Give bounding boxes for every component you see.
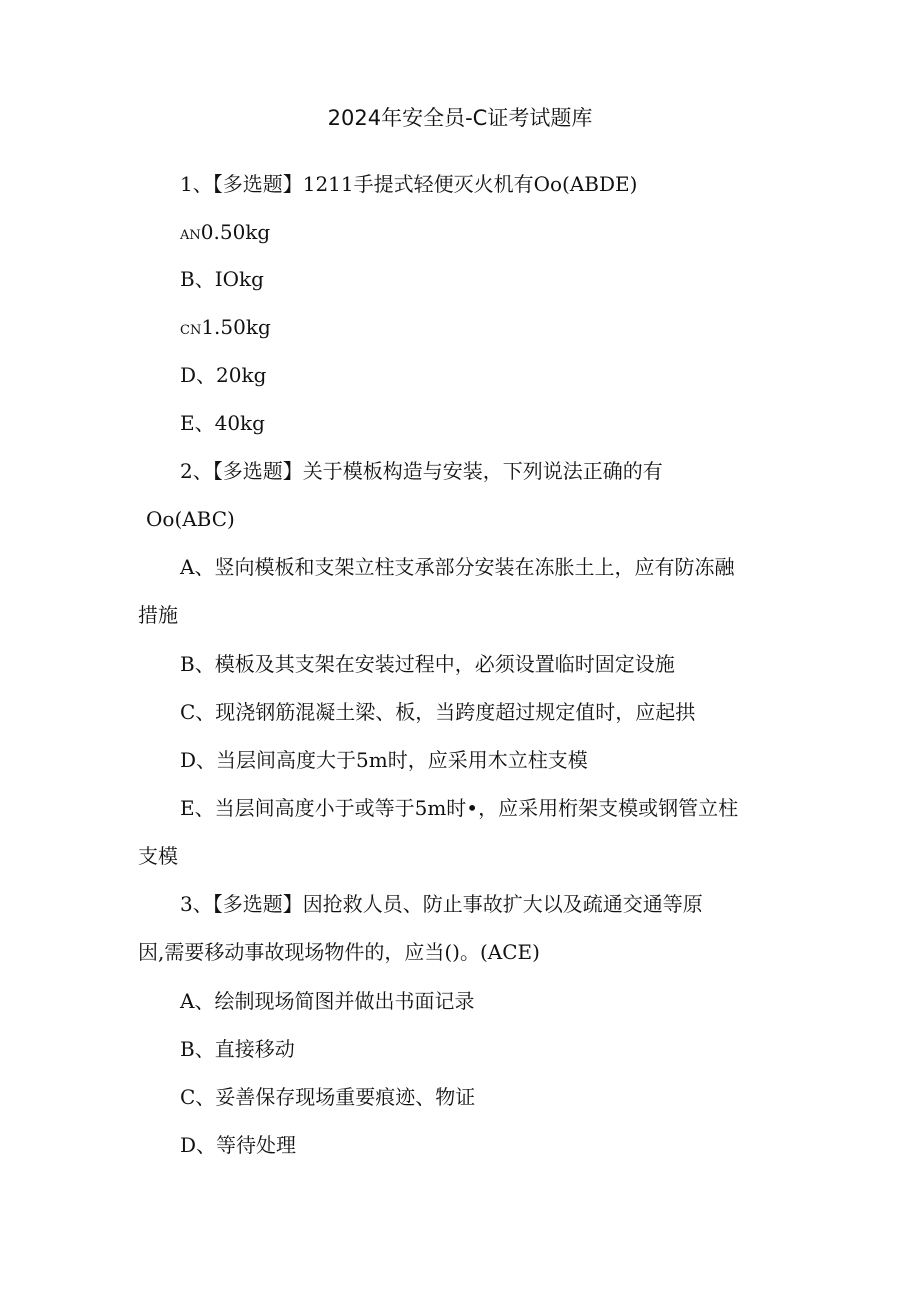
- question-2-option-c: C、现浇钢筋混凝土梁、板，当跨度超过规定值时，应起拱: [180, 700, 696, 724]
- question-3-option-a: A、绘制现场简图并做出书面记录: [180, 989, 475, 1013]
- question-2-option-e: E、当层间高度小于或等于5m时•，应采用桁架支模或钢管立柱: [180, 796, 739, 820]
- question-2-stem-cont: Oo(ABC): [146, 507, 235, 531]
- question-3-option-b: B、直接移动: [180, 1037, 295, 1061]
- question-2-option-a: A、竖向模板和支架立柱支承部分安装在冻胀土上，应有防冻融: [180, 555, 735, 579]
- option-prefix: E、: [180, 411, 215, 435]
- question-2-option-d: D、当层间高度大于5m时，应采用木立柱支模: [180, 748, 588, 772]
- question-3-stem-cont: 因,需要移动事故现场物件的，应当()。(ACE): [138, 940, 540, 964]
- question-2-option-a-cont: 措施: [138, 603, 178, 627]
- question-1-option-e: [180, 409, 265, 437]
- question-3-option-c: C、妥善保存现场重要痕迹、物证: [180, 1085, 476, 1109]
- option-text: IOkg: [214, 267, 264, 291]
- question-1-option-a: [180, 218, 270, 250]
- option-text: 0.50kg: [200, 220, 271, 244]
- option-prefix: AN: [180, 228, 201, 243]
- question-1-option-b: [180, 265, 264, 293]
- question-2-option-b: B、模板及其支架在安装过程中，必须设置临时固定设施: [180, 652, 675, 676]
- option-prefix: CN: [180, 323, 202, 338]
- question-2-stem: 2、【多选题】关于模板构造与安装，下列说法正确的有: [180, 459, 663, 483]
- question-1-option-d: [180, 361, 266, 389]
- option-text: 1.50kg: [201, 315, 271, 339]
- question-1-stem: 1、【多选题】1211手提式轻便灭火机有Oo(ABDE): [180, 172, 638, 196]
- question-3-stem: 3、【多选题】因抢救人员、防止事故扩大以及疏通交通等原: [180, 892, 703, 916]
- option-prefix: D、: [180, 363, 217, 387]
- question-2-option-e-cont: 支模: [138, 844, 178, 868]
- option-text: 40kg: [214, 411, 265, 435]
- document-title: 2024年安全员-C证考试题库: [327, 106, 593, 130]
- question-3-option-d: D、等待处理: [180, 1133, 297, 1157]
- question-1-option-c: [180, 313, 271, 345]
- option-text: 20kg: [216, 363, 267, 387]
- option-prefix: B、: [180, 267, 215, 291]
